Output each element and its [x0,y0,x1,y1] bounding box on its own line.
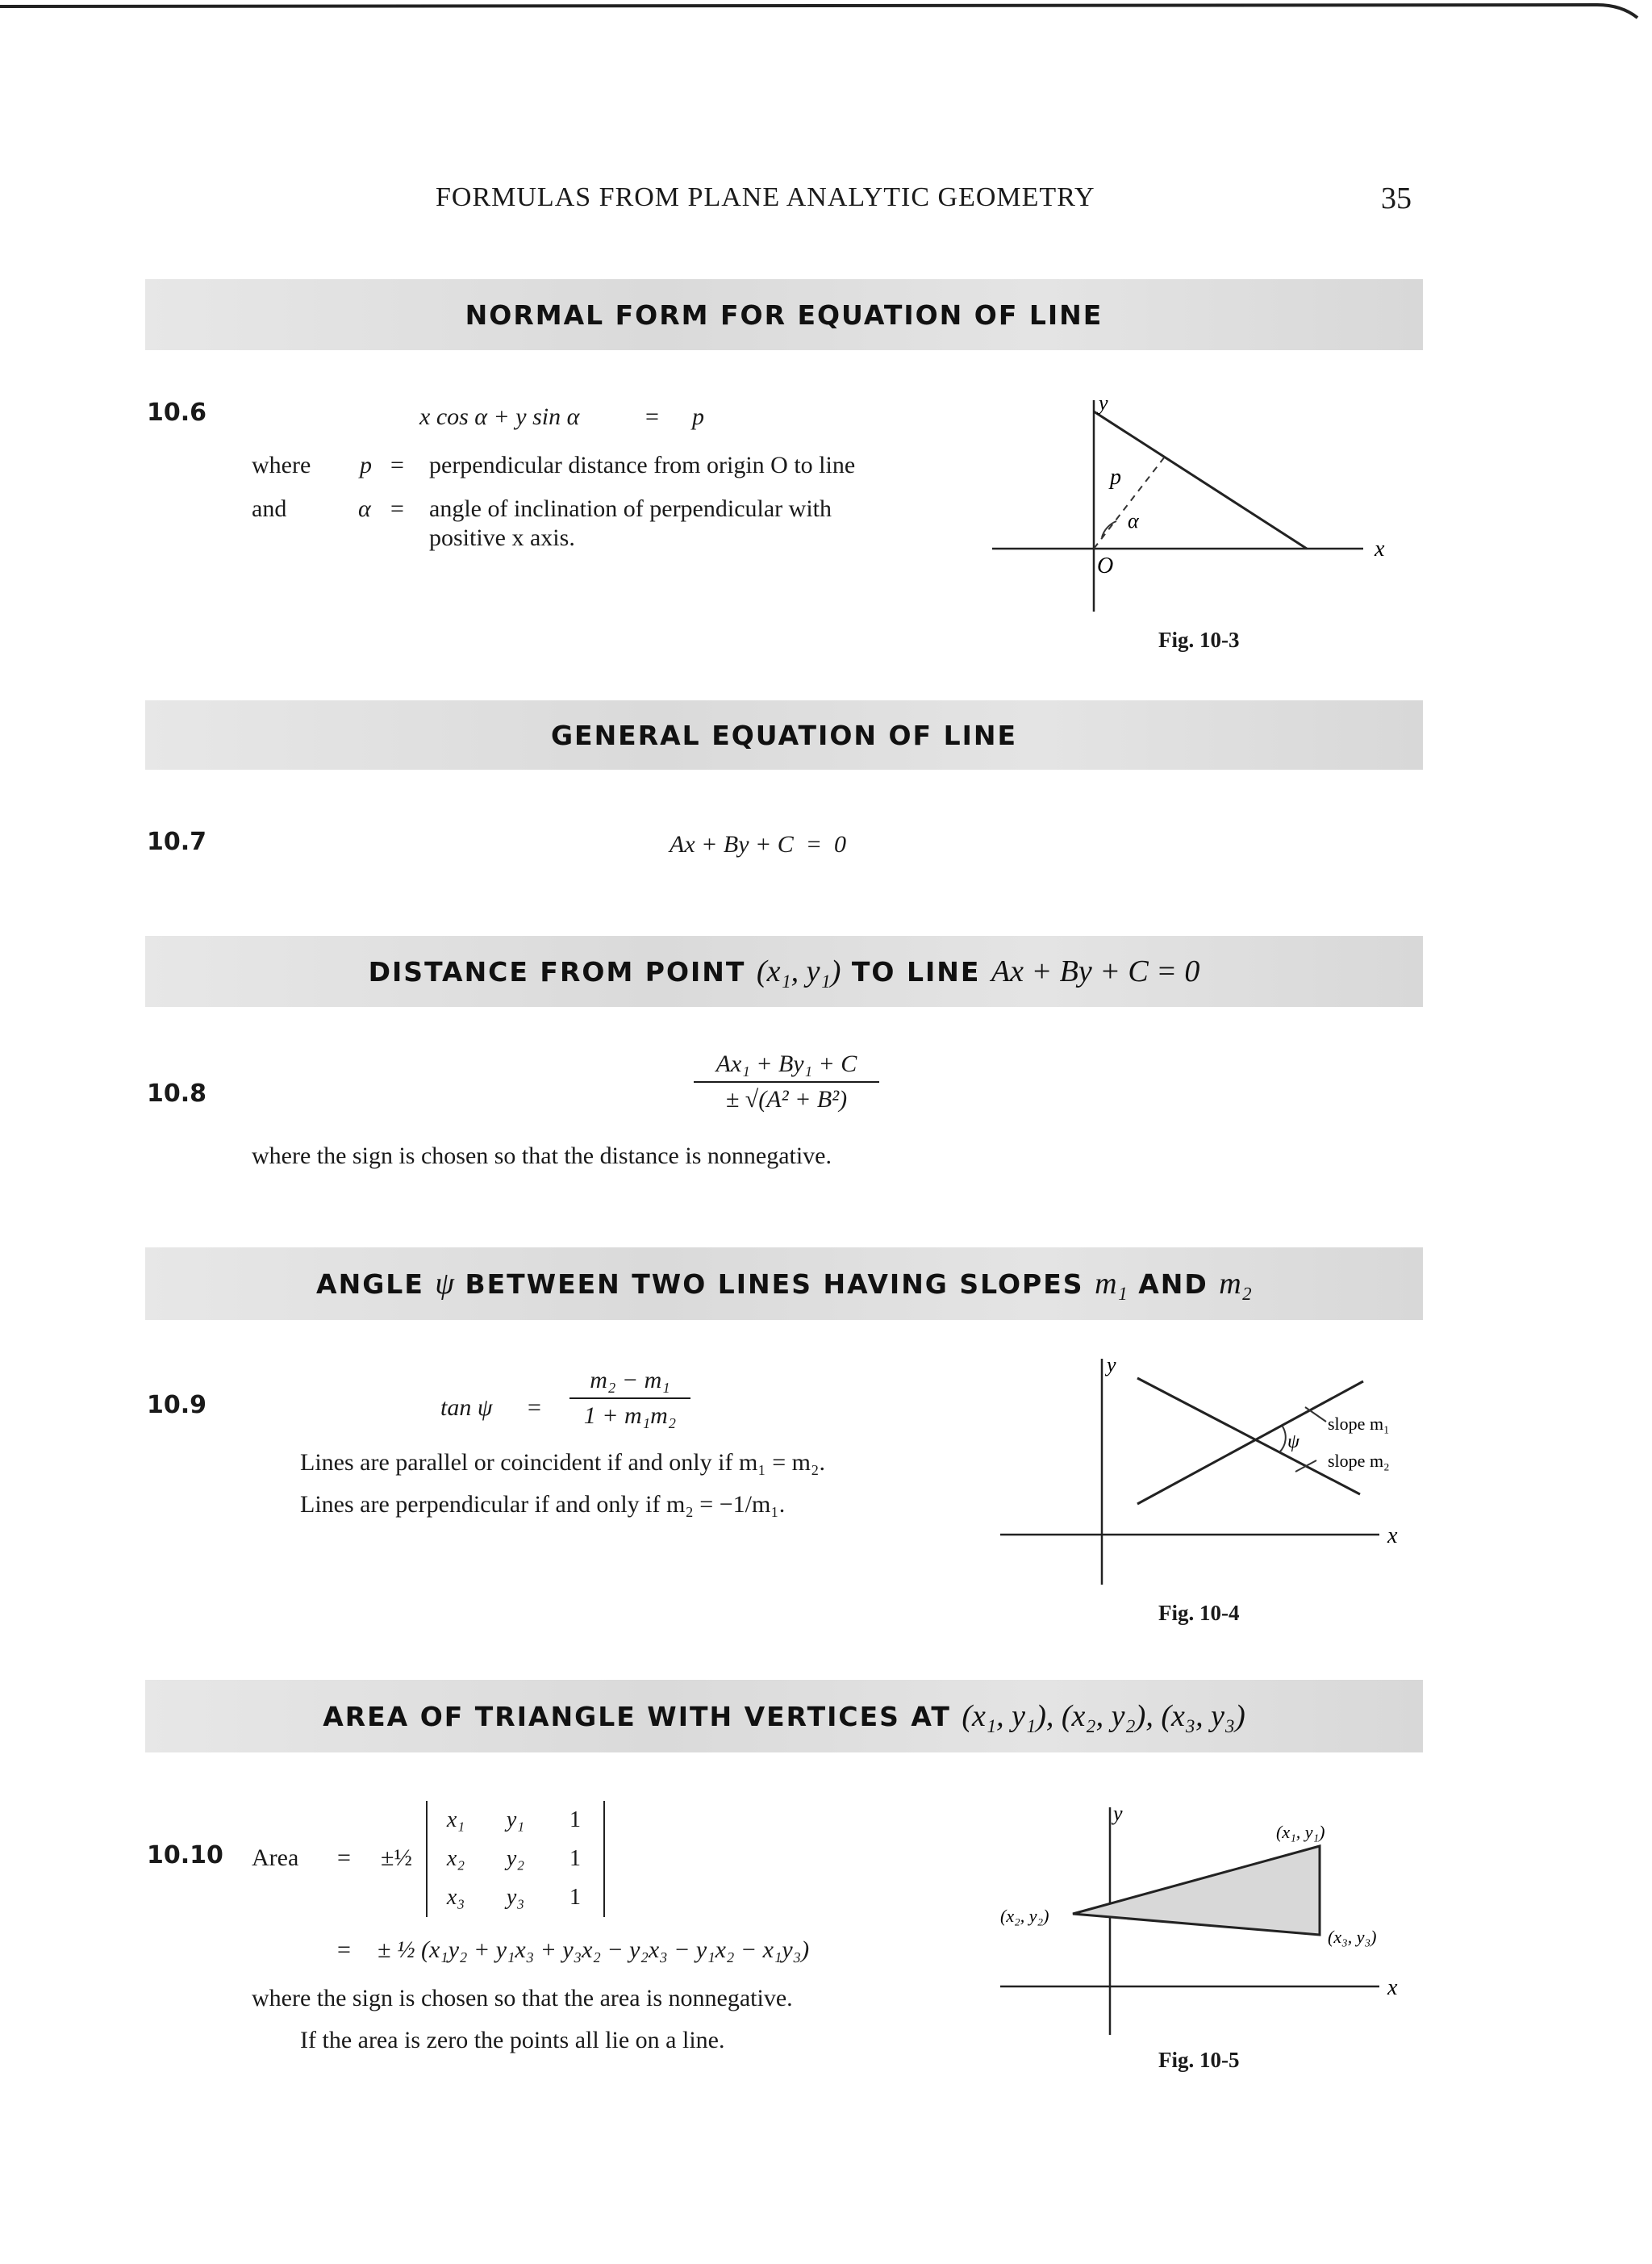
heading-text: AREA OF TRIANGLE WITH VERTICES AT [323,1701,951,1732]
numerator: Ax₁ + By₁ + C [715,1051,857,1077]
heading-m1: m₁ [1095,1267,1128,1301]
equation-rhs: p [692,403,704,430]
general-equation: Ax + By + C = 0 [670,831,847,858]
parallel-note: Lines are parallel or coincident if and only if m₁ = m₂. [300,1449,825,1476]
equals-sign: = [645,403,659,430]
fig-10-3-caption: Fig. 10-3 [1158,628,1240,652]
heading-and: AND [1138,1268,1208,1300]
fig3-label-o: O [1097,553,1114,579]
section-band-general [145,700,1423,770]
section-band-distance [145,936,1423,1007]
denominator: 1 + m₁m₂ [583,1402,677,1429]
section-heading: GENERAL EQUATION OF LINE [550,719,1018,751]
equation-lhs: x cos α + y sin α [419,403,580,430]
area-note-1: where the sign is chosen so that the area is nonnegative. [252,1985,793,2011]
fig5-p2: (x₂, y₂) [1000,1906,1049,1926]
figure-10-5 [992,1796,1412,2038]
equals-sign: = [528,1394,541,1421]
fig-10-5-caption: Fig. 10-5 [1158,2048,1240,2072]
formula-number: 10.6 [147,399,207,427]
formula-number: 10.9 [147,1391,207,1419]
formula-number: 10.8 [147,1080,207,1108]
fig4-label-psi: ψ [1287,1431,1299,1452]
and-word: and [252,495,287,522]
section-band-area [145,1680,1423,1752]
area-note-2: If the area is zero the points all lie on a line. [300,2027,725,2053]
fig3-label-alpha: α [1128,509,1139,533]
fig4-label-y: y [1107,1353,1116,1376]
top-rule [0,0,1652,24]
alpha-symbol: α [358,495,371,522]
det-row: x₂ y₂ 1 [446,1846,581,1871]
section-band-angle [145,1247,1423,1320]
tan-fraction [569,1367,690,1430]
distance-note: where the sign is chosen so that the distance is nonnegative. [252,1142,832,1169]
heading-point: (x₁, y₁) [756,954,841,988]
fig4-label-x: x [1387,1523,1398,1548]
pm-half: ±½ [381,1844,412,1871]
heading-text: DISTANCE FROM POINT [368,956,746,988]
p-symbol: p [360,452,372,478]
det-row: x₁ y₁ 1 [446,1807,581,1832]
numerator: m₂ − m₁ [590,1367,670,1393]
determinant [426,1801,605,1917]
tan-psi: tan ψ [440,1394,493,1421]
fig5-p1: (x₁, y₁) [1276,1822,1325,1842]
formula-number: 10.7 [147,828,207,856]
heading-points: (x₁, y₁), (x₂, y₂), (x₃, y₃) [962,1699,1245,1733]
running-head: FORMULAS FROM PLANE ANALYTIC GEOMETRY [436,182,1095,212]
alpha-definition-1: angle of inclination of perpendicular with [429,495,832,522]
heading-a: ANGLE [316,1268,424,1300]
fig5-p3: (x₃, y₃) [1328,1927,1377,1947]
section-heading: NORMAL FORM FOR EQUATION OF LINE [465,299,1103,331]
fig3-label-x: x [1375,537,1385,562]
equals-sign: = [337,1844,351,1871]
heading-m2: m₂ [1219,1267,1252,1301]
heading-psi: ψ [435,1267,454,1301]
heading-line: Ax + By + C = 0 [991,954,1200,988]
fig3-label-p: p [1110,465,1121,490]
page-number: 35 [1381,182,1412,215]
fig-10-4-caption: Fig. 10-4 [1158,1601,1240,1625]
where-word: where [252,452,311,478]
heading-b: BETWEEN TWO LINES HAVING SLOPES [465,1268,1084,1300]
fig4-slope-m1: slope m₁ [1328,1414,1390,1434]
area-word: Area [252,1844,299,1871]
distance-fraction [694,1051,879,1113]
det-row: x₃ y₃ 1 [446,1885,581,1910]
figure-10-3 [984,392,1404,626]
formula-number: 10.10 [147,1841,223,1869]
fig5-label-x: x [1387,1975,1398,2000]
alpha-definition-2: positive x axis. [429,524,575,551]
fig4-slope-m2: slope m₂ [1328,1451,1390,1471]
section-band-normal-form [145,279,1423,350]
area-expansion: ± ½ (x₁y₂ + y₁x₃ + y₃x₂ − y₂x₃ − y₁x₂ − x₁y₃) [378,1936,810,1963]
heading-to: TO LINE [851,956,981,988]
denominator: ± √(A² + B²) [725,1086,848,1113]
perpendicular-note: Lines are perpendicular if and only if m₂ = −1/m₁. [300,1491,786,1518]
figure-10-4 [992,1346,1412,1588]
fig3-label-y: y [1099,392,1108,415]
p-definition: perpendicular distance from origin O to line [429,452,856,478]
fig5-label-y: y [1113,1802,1123,1825]
